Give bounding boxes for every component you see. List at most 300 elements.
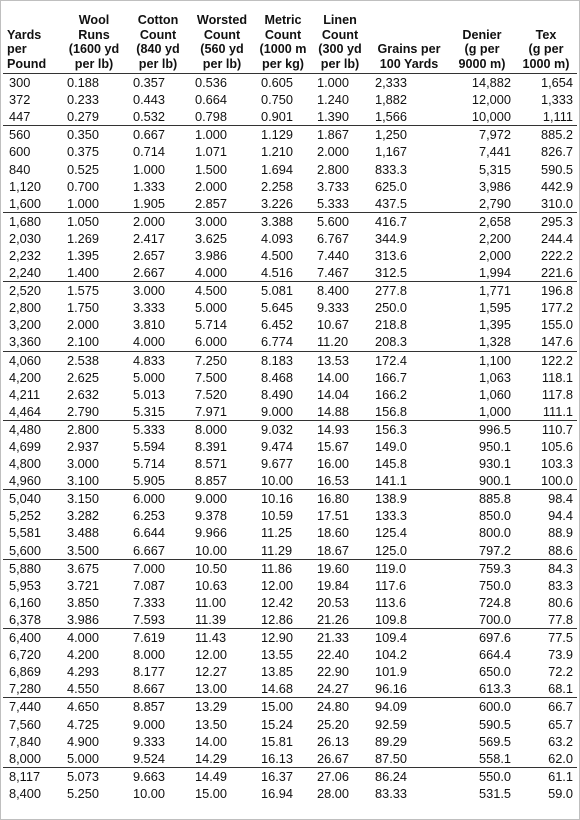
cell-grains-per-100-yards: 625.0 bbox=[375, 178, 408, 194]
cell-worsted-count: 1.071 bbox=[195, 144, 228, 160]
cell-denier: 600.0 bbox=[449, 698, 515, 716]
cell-grains-per-100-yards: 833.3 bbox=[375, 161, 408, 177]
column-header-grains-per-100-yards: Grains per 100 Yards bbox=[377, 42, 441, 71]
cell-denier: 996.5 bbox=[449, 420, 515, 438]
table-row bbox=[3, 785, 577, 802]
cell-wool-runs: 1.400 bbox=[67, 265, 100, 281]
cell-denier: 5,315 bbox=[478, 161, 511, 177]
cell-grains-per-100-yards: 344.9 bbox=[375, 230, 408, 246]
cell-wool-runs: 4.725 bbox=[67, 716, 100, 732]
cell-grains-per-100-yards: 113.6 bbox=[375, 594, 407, 610]
cell-worsted-count: 11.39 bbox=[195, 611, 227, 627]
cell-yards-per-pound: 6,378 bbox=[9, 611, 42, 627]
column-header-denier: Denier (g per 9000 m) bbox=[458, 27, 506, 71]
cell-grains-per-100-yards: 156.8 bbox=[375, 403, 408, 419]
cell-denier: 550.0 bbox=[449, 767, 515, 785]
cell-yards-per-pound: 4,211 bbox=[9, 386, 41, 402]
cell-yards-per-pound: 2,232 bbox=[9, 247, 42, 263]
cell-wool-runs: 4.900 bbox=[67, 733, 100, 749]
table-row bbox=[3, 750, 577, 768]
cell-linen-count: 16.53 bbox=[317, 473, 350, 489]
yarn-count-conversion-table bbox=[3, 13, 577, 802]
cell-tex: 61.1 bbox=[515, 767, 577, 785]
cell-cotton-count: 9.333 bbox=[133, 733, 166, 749]
cell-worsted-count: 12.00 bbox=[195, 647, 228, 663]
cell-worsted-count: 2.857 bbox=[195, 195, 228, 211]
cell-cotton-count: 5.714 bbox=[133, 456, 166, 472]
cell-tex: 66.7 bbox=[515, 698, 577, 716]
cell-denier: 697.6 bbox=[449, 629, 515, 647]
cell-worsted-count: 7.250 bbox=[189, 351, 255, 369]
cell-linen-count: 17.51 bbox=[317, 508, 350, 524]
table-row bbox=[3, 542, 577, 560]
cell-cotton-count: 6.644 bbox=[133, 525, 166, 541]
cell-denier: 531.5 bbox=[478, 785, 511, 801]
cell-grains-per-100-yards: 92.59 bbox=[375, 716, 408, 732]
cell-tex: 62.0 bbox=[548, 750, 573, 766]
cell-metric-count: 3.388 bbox=[255, 212, 311, 230]
column-header-metric-count: Metric Count (1000 m per kg) bbox=[259, 13, 307, 71]
table-row bbox=[3, 351, 577, 369]
cell-grains-per-100-yards: 87.50 bbox=[375, 750, 408, 766]
cell-cotton-count: 2.657 bbox=[133, 247, 166, 263]
cell-metric-count: 4.500 bbox=[261, 247, 294, 263]
cell-denier: 10,000 bbox=[471, 109, 511, 125]
cell-cotton-count: 0.532 bbox=[133, 109, 166, 125]
cell-tex: 1,111 bbox=[542, 109, 573, 125]
cell-wool-runs: 3.986 bbox=[67, 611, 100, 627]
cell-grains-per-100-yards: 277.8 bbox=[369, 282, 449, 300]
cell-yards-per-pound: 4,060 bbox=[3, 351, 61, 369]
column-header-tex: Tex (g per 1000 m) bbox=[522, 27, 570, 71]
cell-linen-count: 14.93 bbox=[311, 420, 369, 438]
cell-cotton-count: 6.253 bbox=[133, 508, 166, 524]
cell-wool-runs: 1.750 bbox=[67, 300, 100, 316]
table-row bbox=[3, 680, 577, 698]
cell-linen-count: 18.60 bbox=[317, 525, 350, 541]
cell-linen-count: 19.60 bbox=[311, 559, 369, 577]
cell-cotton-count: 2.417 bbox=[133, 230, 166, 246]
cell-metric-count: 12.00 bbox=[261, 577, 294, 593]
cell-metric-count: 16.37 bbox=[255, 767, 311, 785]
cell-denier: 1,595 bbox=[478, 300, 511, 316]
cell-denier: 2,200 bbox=[478, 230, 511, 246]
cell-linen-count: 2.800 bbox=[317, 161, 350, 177]
table-body bbox=[3, 74, 577, 802]
table-row bbox=[3, 733, 577, 750]
cell-metric-count: 14.68 bbox=[261, 681, 294, 697]
cell-denier: 900.1 bbox=[478, 473, 511, 489]
table-row bbox=[3, 212, 577, 230]
cell-metric-count: 13.55 bbox=[261, 647, 294, 663]
cell-metric-count: 12.86 bbox=[261, 611, 294, 627]
cell-tex: 103.3 bbox=[540, 456, 573, 472]
table-row bbox=[3, 333, 577, 351]
cell-worsted-count: 13.00 bbox=[195, 681, 228, 697]
cell-cotton-count: 2.667 bbox=[133, 265, 166, 281]
cell-worsted-count: 4.000 bbox=[195, 265, 228, 281]
cell-cotton-count: 10.00 bbox=[133, 785, 166, 801]
cell-yards-per-pound: 7,560 bbox=[9, 716, 42, 732]
cell-worsted-count: 1.500 bbox=[195, 161, 228, 177]
cell-worsted-count: 1.000 bbox=[189, 126, 255, 144]
cell-yards-per-pound: 5,252 bbox=[9, 508, 42, 524]
column-header-yards-per-pound: Yards per Pound bbox=[7, 27, 47, 71]
cell-denier: 590.5 bbox=[478, 716, 511, 732]
table-row bbox=[3, 611, 577, 629]
cell-yards-per-pound: 7,280 bbox=[9, 681, 42, 697]
cell-tex: 110.7 bbox=[515, 420, 577, 438]
cell-grains-per-100-yards: 119.0 bbox=[369, 559, 449, 577]
table-row bbox=[3, 629, 577, 647]
cell-yards-per-pound: 3,360 bbox=[9, 334, 42, 350]
cell-grains-per-100-yards: 145.8 bbox=[375, 456, 408, 472]
cell-linen-count: 9.333 bbox=[317, 300, 350, 316]
cell-cotton-count: 0.714 bbox=[133, 144, 166, 160]
cell-cotton-count: 8.000 bbox=[133, 647, 166, 663]
cell-denier: 664.4 bbox=[478, 647, 511, 663]
cell-wool-runs: 4.000 bbox=[61, 629, 127, 647]
cell-linen-count: 24.27 bbox=[317, 681, 350, 697]
cell-metric-count: 2.258 bbox=[261, 178, 294, 194]
cell-grains-per-100-yards: 109.8 bbox=[375, 611, 408, 627]
cell-tex: 244.4 bbox=[540, 230, 573, 246]
cell-cotton-count: 1.333 bbox=[133, 178, 166, 194]
header-row bbox=[3, 13, 577, 74]
cell-yards-per-pound: 447 bbox=[9, 109, 31, 125]
cell-worsted-count: 0.798 bbox=[195, 109, 228, 125]
cell-grains-per-100-yards: 1,167 bbox=[375, 144, 408, 160]
cell-metric-count: 0.901 bbox=[261, 109, 294, 125]
column-header-wool-runs: Wool Runs (1600 yd per lb) bbox=[68, 13, 120, 71]
cell-cotton-count: 6.667 bbox=[133, 542, 166, 558]
cell-wool-runs: 0.188 bbox=[61, 74, 127, 92]
table-row bbox=[3, 577, 577, 594]
cell-linen-count: 11.20 bbox=[317, 334, 349, 350]
cell-worsted-count: 13.50 bbox=[195, 716, 228, 732]
cell-yards-per-pound: 4,960 bbox=[9, 473, 42, 489]
cell-wool-runs: 1.575 bbox=[61, 282, 127, 300]
cell-worsted-count: 2.000 bbox=[195, 178, 228, 194]
cell-cotton-count: 7.000 bbox=[127, 559, 189, 577]
cell-worsted-count: 0.536 bbox=[189, 74, 255, 92]
cell-linen-count: 7.467 bbox=[317, 265, 350, 281]
cell-denier: 1,100 bbox=[449, 351, 515, 369]
cell-yards-per-pound: 2,030 bbox=[9, 230, 42, 246]
cell-denier: 1,063 bbox=[478, 369, 511, 385]
cell-denier: 797.2 bbox=[478, 542, 511, 558]
cell-denier: 930.1 bbox=[478, 456, 511, 472]
cell-grains-per-100-yards: 109.4 bbox=[369, 629, 449, 647]
cell-tex: 84.3 bbox=[515, 559, 577, 577]
cell-metric-count: 1.129 bbox=[255, 126, 311, 144]
cell-denier: 1,060 bbox=[478, 386, 511, 402]
table-row bbox=[3, 369, 577, 386]
cell-worsted-count: 8.857 bbox=[195, 473, 228, 489]
cell-metric-count: 10.16 bbox=[255, 490, 311, 508]
cell-tex: 147.6 bbox=[540, 334, 573, 350]
cell-tex: 885.2 bbox=[515, 126, 577, 144]
cell-wool-runs: 0.375 bbox=[67, 144, 100, 160]
table-row bbox=[3, 126, 577, 144]
cell-linen-count: 24.80 bbox=[311, 698, 369, 716]
cell-linen-count: 19.84 bbox=[317, 577, 350, 593]
cell-linen-count: 14.04 bbox=[317, 386, 350, 402]
cell-worsted-count: 8.000 bbox=[189, 420, 255, 438]
cell-yards-per-pound: 7,440 bbox=[3, 698, 61, 716]
cell-cotton-count: 6.000 bbox=[127, 490, 189, 508]
cell-grains-per-100-yards: 172.4 bbox=[369, 351, 449, 369]
cell-cotton-count: 5.315 bbox=[133, 403, 166, 419]
cell-tex: 100.0 bbox=[540, 473, 573, 489]
cell-worsted-count: 5.714 bbox=[195, 317, 228, 333]
cell-wool-runs: 5.250 bbox=[67, 785, 100, 801]
cell-tex: 72.2 bbox=[548, 664, 573, 680]
cell-cotton-count: 8.177 bbox=[133, 664, 166, 680]
cell-yards-per-pound: 4,200 bbox=[9, 369, 42, 385]
cell-cotton-count: 0.667 bbox=[127, 126, 189, 144]
cell-tex: 177.2 bbox=[540, 300, 573, 316]
table-row bbox=[3, 143, 577, 160]
table-row bbox=[3, 472, 577, 490]
cell-cotton-count: 3.333 bbox=[133, 300, 166, 316]
cell-linen-count: 26.13 bbox=[317, 733, 350, 749]
cell-worsted-count: 15.00 bbox=[195, 785, 228, 801]
cell-grains-per-100-yards: 125.4 bbox=[375, 525, 408, 541]
cell-cotton-count: 7.087 bbox=[133, 577, 166, 593]
cell-metric-count: 16.94 bbox=[261, 785, 294, 801]
cell-denier: 700.0 bbox=[478, 611, 511, 627]
cell-worsted-count: 10.63 bbox=[195, 577, 228, 593]
table-row bbox=[3, 663, 577, 680]
cell-yards-per-pound: 1,600 bbox=[9, 195, 42, 211]
cell-yards-per-pound: 2,240 bbox=[9, 265, 42, 281]
cell-yards-per-pound: 5,953 bbox=[9, 577, 42, 593]
cell-metric-count: 11.25 bbox=[261, 525, 293, 541]
cell-denier: 1,771 bbox=[449, 282, 515, 300]
cell-grains-per-100-yards: 89.29 bbox=[375, 733, 408, 749]
cell-grains-per-100-yards: 149.0 bbox=[375, 439, 408, 455]
cell-worsted-count: 4.500 bbox=[189, 282, 255, 300]
cell-cotton-count: 7.593 bbox=[133, 611, 166, 627]
cell-metric-count: 8.490 bbox=[261, 386, 294, 402]
cell-worsted-count: 6.000 bbox=[195, 334, 228, 350]
table-row bbox=[3, 767, 577, 785]
cell-worsted-count: 0.664 bbox=[195, 92, 228, 108]
cell-tex: 295.3 bbox=[515, 212, 577, 230]
cell-denier: 724.8 bbox=[478, 594, 511, 610]
cell-denier: 2,000 bbox=[478, 247, 511, 263]
cell-grains-per-100-yards: 208.3 bbox=[375, 334, 408, 350]
column-header-linen-count: Linen Count (300 yd per lb) bbox=[318, 13, 362, 71]
cell-metric-count: 0.750 bbox=[261, 92, 294, 108]
cell-tex: 590.5 bbox=[540, 161, 573, 177]
cell-linen-count: 13.53 bbox=[311, 351, 369, 369]
cell-tex: 122.2 bbox=[515, 351, 577, 369]
cell-wool-runs: 3.721 bbox=[67, 577, 100, 593]
cell-metric-count: 8.468 bbox=[261, 369, 294, 385]
cell-cotton-count: 3.810 bbox=[133, 317, 166, 333]
cell-worsted-count: 10.50 bbox=[189, 559, 255, 577]
cell-tex: 63.2 bbox=[548, 733, 573, 749]
cell-metric-count: 15.81 bbox=[261, 733, 294, 749]
cell-metric-count: 8.183 bbox=[255, 351, 311, 369]
cell-denier: 759.3 bbox=[449, 559, 515, 577]
cell-grains-per-100-yards: 104.2 bbox=[375, 647, 408, 663]
cell-wool-runs: 1.395 bbox=[67, 247, 100, 263]
cell-metric-count: 5.645 bbox=[261, 300, 294, 316]
column-header-worsted-count: Worsted Count (560 yd per lb) bbox=[196, 13, 248, 71]
cell-worsted-count: 11.00 bbox=[195, 594, 227, 610]
cell-linen-count: 22.90 bbox=[317, 664, 350, 680]
table-row bbox=[3, 455, 577, 472]
cell-grains-per-100-yards: 141.1 bbox=[375, 473, 408, 489]
cell-metric-count: 13.85 bbox=[261, 664, 294, 680]
cell-metric-count: 9.000 bbox=[261, 403, 294, 419]
cell-grains-per-100-yards: 437.5 bbox=[375, 195, 408, 211]
cell-cotton-count: 9.663 bbox=[127, 767, 189, 785]
cell-yards-per-pound: 5,880 bbox=[3, 559, 61, 577]
cell-worsted-count: 3.625 bbox=[195, 230, 228, 246]
cell-wool-runs: 5.073 bbox=[61, 767, 127, 785]
cell-yards-per-pound: 5,600 bbox=[9, 542, 42, 558]
cell-linen-count: 26.67 bbox=[317, 750, 350, 766]
table-row bbox=[3, 594, 577, 611]
cell-linen-count: 1.867 bbox=[311, 126, 369, 144]
table-row bbox=[3, 264, 577, 282]
cell-cotton-count: 0.443 bbox=[133, 92, 166, 108]
cell-cotton-count: 7.333 bbox=[133, 594, 166, 610]
cell-tex: 88.6 bbox=[548, 542, 573, 558]
table-row bbox=[3, 160, 577, 177]
cell-tex: 59.0 bbox=[548, 785, 573, 801]
cell-grains-per-100-yards: 218.8 bbox=[375, 317, 408, 333]
cell-wool-runs: 2.000 bbox=[67, 317, 100, 333]
cell-yards-per-pound: 4,800 bbox=[9, 456, 42, 472]
cell-tex: 118.1 bbox=[541, 369, 573, 385]
cell-grains-per-100-yards: 96.16 bbox=[375, 681, 408, 697]
cell-worsted-count: 14.29 bbox=[195, 750, 228, 766]
cell-wool-runs: 3.500 bbox=[67, 542, 100, 558]
cell-yards-per-pound: 6,400 bbox=[3, 629, 61, 647]
cell-linen-count: 10.67 bbox=[317, 317, 350, 333]
table-row bbox=[3, 490, 577, 508]
cell-worsted-count: 13.29 bbox=[189, 698, 255, 716]
cell-wool-runs: 4.550 bbox=[67, 681, 100, 697]
cell-wool-runs: 3.282 bbox=[67, 508, 100, 524]
cell-wool-runs: 1.269 bbox=[67, 230, 100, 246]
cell-metric-count: 6.774 bbox=[261, 334, 294, 350]
cell-grains-per-100-yards: 83.33 bbox=[375, 785, 408, 801]
cell-grains-per-100-yards: 1,250 bbox=[369, 126, 449, 144]
cell-wool-runs: 2.538 bbox=[61, 351, 127, 369]
cell-worsted-count: 3.000 bbox=[189, 212, 255, 230]
cell-denier: 950.1 bbox=[478, 439, 511, 455]
cell-cotton-count: 1.000 bbox=[133, 161, 166, 177]
cell-wool-runs: 1.000 bbox=[67, 195, 100, 211]
cell-yards-per-pound: 4,464 bbox=[9, 403, 42, 419]
cell-linen-count: 14.00 bbox=[317, 369, 350, 385]
cell-cotton-count: 9.524 bbox=[133, 750, 166, 766]
cell-wool-runs: 4.200 bbox=[67, 647, 100, 663]
cell-linen-count: 27.06 bbox=[311, 767, 369, 785]
cell-metric-count: 0.605 bbox=[255, 74, 311, 92]
table-row bbox=[3, 646, 577, 663]
table-row bbox=[3, 230, 577, 247]
table-row bbox=[3, 247, 577, 264]
cell-denier: 7,972 bbox=[449, 126, 515, 144]
cell-cotton-count: 9.000 bbox=[133, 716, 166, 732]
cell-wool-runs: 0.700 bbox=[67, 178, 100, 194]
cell-tex: 310.0 bbox=[540, 195, 573, 211]
cell-linen-count: 2.000 bbox=[317, 144, 350, 160]
cell-worsted-count: 7.520 bbox=[195, 386, 228, 402]
cell-worsted-count: 3.986 bbox=[195, 247, 228, 263]
cell-linen-count: 3.733 bbox=[317, 178, 350, 194]
cell-grains-per-100-yards: 133.3 bbox=[375, 508, 408, 524]
cell-grains-per-100-yards: 2,333 bbox=[369, 74, 449, 92]
cell-tex: 65.7 bbox=[548, 716, 573, 732]
cell-metric-count: 9.474 bbox=[261, 439, 294, 455]
column-header-cotton-count: Cotton Count (840 yd per lb) bbox=[136, 13, 180, 71]
cell-tex: 68.1 bbox=[548, 681, 573, 697]
cell-yards-per-pound: 1,680 bbox=[3, 212, 61, 230]
cell-tex: 1,654 bbox=[515, 74, 577, 92]
cell-metric-count: 9.677 bbox=[261, 456, 294, 472]
cell-wool-runs: 5.000 bbox=[67, 750, 100, 766]
table-row bbox=[3, 178, 577, 195]
cell-denier: 2,658 bbox=[449, 212, 515, 230]
cell-wool-runs: 2.790 bbox=[67, 403, 100, 419]
table-row bbox=[3, 438, 577, 455]
cell-metric-count: 15.00 bbox=[255, 698, 311, 716]
cell-wool-runs: 2.937 bbox=[67, 439, 100, 455]
cell-cotton-count: 0.357 bbox=[127, 74, 189, 92]
cell-metric-count: 12.42 bbox=[261, 594, 294, 610]
cell-cotton-count: 2.000 bbox=[127, 212, 189, 230]
table-row bbox=[3, 715, 577, 732]
table-row bbox=[3, 524, 577, 541]
cell-denier: 12,000 bbox=[471, 92, 511, 108]
cell-yards-per-pound: 2,520 bbox=[3, 282, 61, 300]
cell-wool-runs: 3.150 bbox=[61, 490, 127, 508]
cell-worsted-count: 9.000 bbox=[189, 490, 255, 508]
cell-linen-count: 25.20 bbox=[317, 716, 350, 732]
cell-wool-runs: 3.100 bbox=[67, 473, 100, 489]
cell-metric-count: 1.210 bbox=[261, 144, 294, 160]
cell-linen-count: 1.000 bbox=[311, 74, 369, 92]
cell-grains-per-100-yards: 86.24 bbox=[369, 767, 449, 785]
cell-yards-per-pound: 600 bbox=[9, 144, 31, 160]
cell-tex: 73.9 bbox=[548, 647, 573, 663]
cell-worsted-count: 5.000 bbox=[195, 300, 228, 316]
cell-tex: 196.8 bbox=[515, 282, 577, 300]
table-row bbox=[3, 195, 577, 213]
cell-grains-per-100-yards: 166.2 bbox=[375, 386, 408, 402]
cell-metric-count: 10.59 bbox=[261, 508, 294, 524]
cell-wool-runs: 0.233 bbox=[67, 92, 100, 108]
cell-denier: 3,986 bbox=[478, 178, 511, 194]
cell-denier: 850.0 bbox=[478, 508, 511, 524]
cell-denier: 750.0 bbox=[478, 577, 511, 593]
cell-linen-count: 22.40 bbox=[317, 647, 350, 663]
table-row bbox=[3, 403, 577, 421]
cell-wool-runs: 4.293 bbox=[67, 664, 100, 680]
cell-yards-per-pound: 3,200 bbox=[9, 317, 42, 333]
cell-linen-count: 14.88 bbox=[317, 403, 350, 419]
table-row bbox=[3, 559, 577, 577]
table-row bbox=[3, 108, 577, 126]
